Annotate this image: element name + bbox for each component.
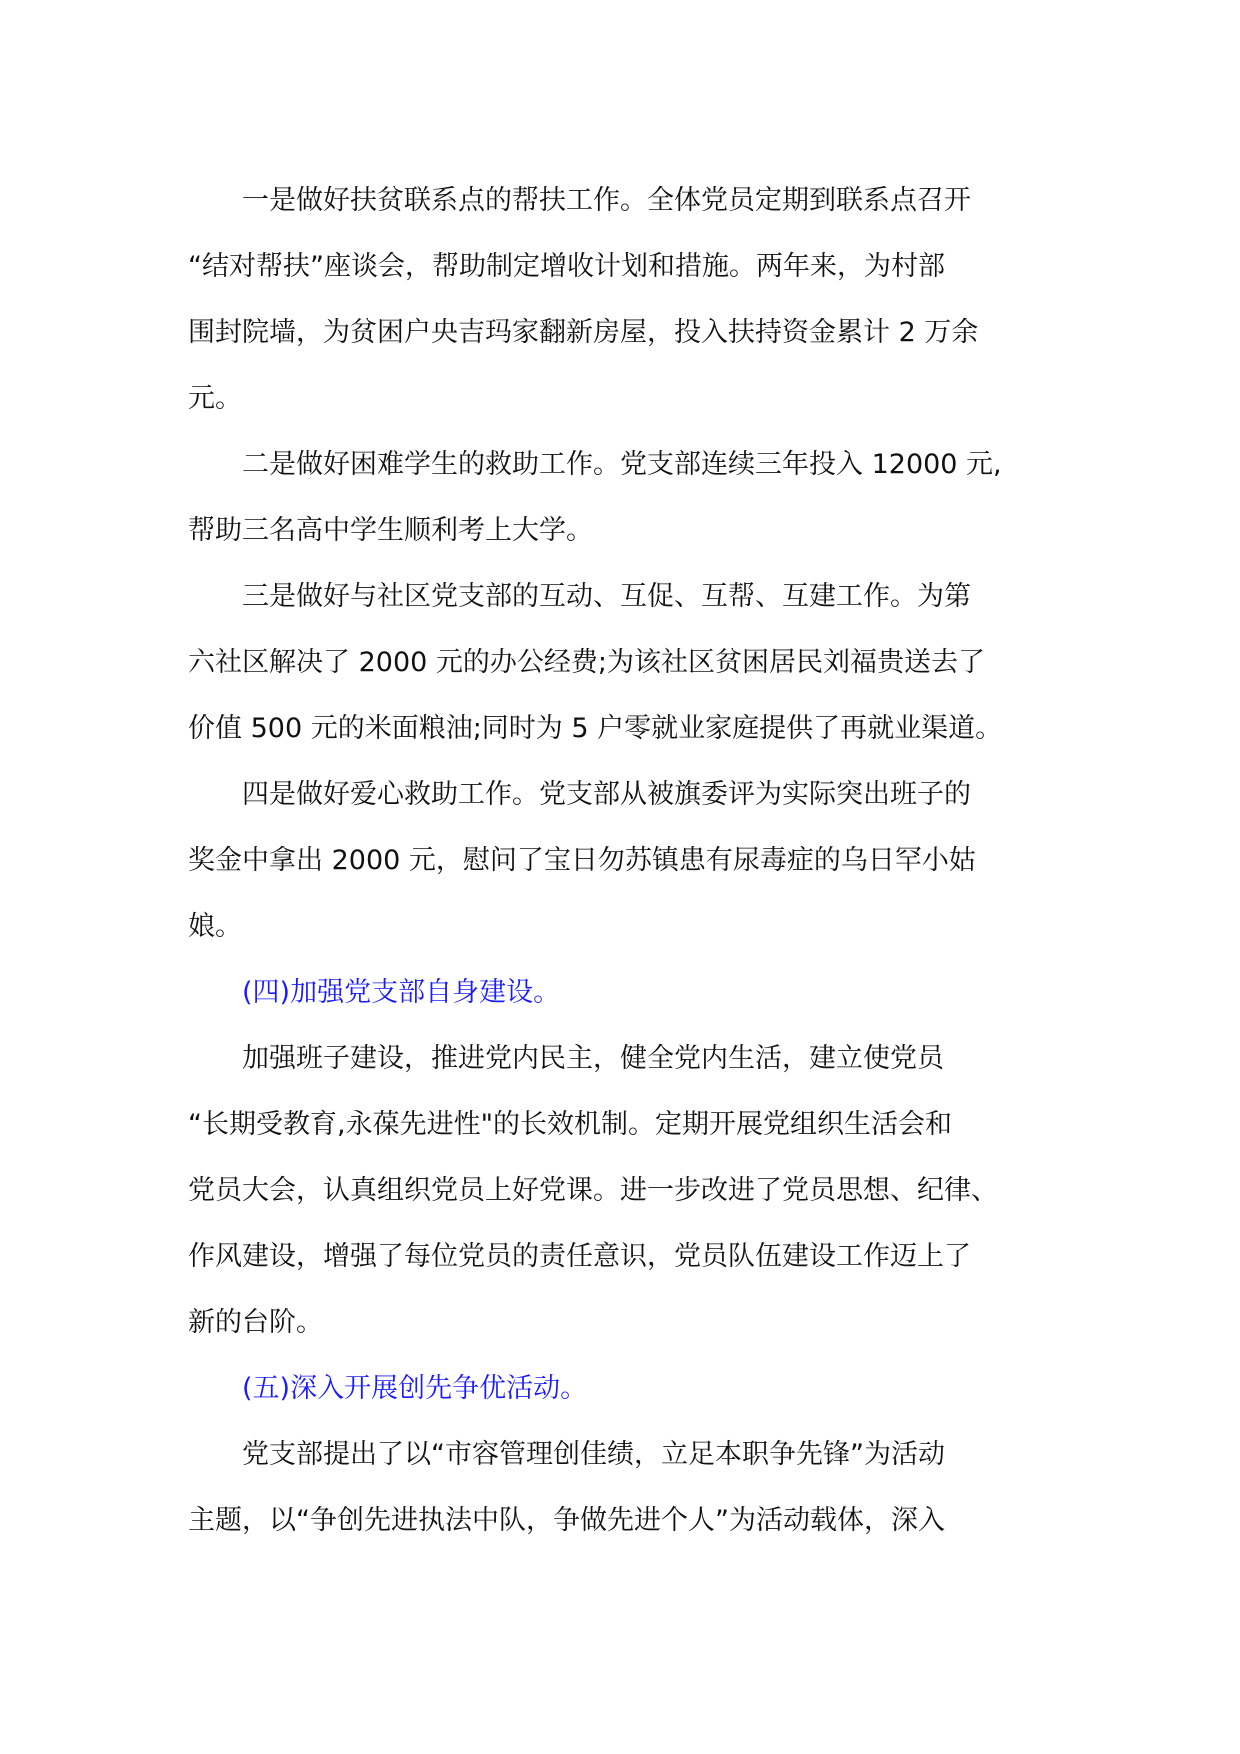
document-body — [188, 168, 1068, 1554]
text-line: 主题，以“争创先进执法中队，争做先进个人”为活动载体，深入 — [188, 1505, 945, 1536]
text-line: 二是做好困难学生的救助工作。党支部连续三年投入 12000 元, — [242, 449, 1002, 480]
text-line: 奖金中拿出 2000 元，慰问了宝日勿苏镇患有尿毒症的乌日罕小姑 — [188, 845, 976, 876]
text-line: “长期受教育,永葆先进性"的长效机制。定期开展党组织生活会和 — [188, 1109, 952, 1140]
paragraph-student-aid — [188, 432, 1068, 564]
text-line: 娘。 — [188, 911, 242, 942]
text-line: 六社区解决了 2000 元的办公经费;为该社区贫困居民刘福贵送去了 — [188, 647, 985, 678]
heading-text: (五)深入开展创先争优活动。 — [242, 1373, 588, 1404]
paragraph-excellence-campaign — [188, 1422, 1068, 1554]
text-line: “结对帮扶”座谈会，帮助制定增收计划和措施。两年来，为村部 — [188, 251, 945, 282]
section-heading-4 — [188, 960, 1068, 1026]
section-heading-5 — [188, 1356, 1068, 1422]
text-line: 新的台阶。 — [188, 1307, 323, 1338]
text-line: 四是做好爱心救助工作。党支部从被旗委评为实际突出班子的 — [242, 779, 971, 810]
paragraph-charity-aid — [188, 762, 1068, 960]
paragraph-poverty-assistance — [188, 168, 1068, 432]
text-line: 三是做好与社区党支部的互动、互促、互帮、互建工作。为第 — [242, 581, 971, 612]
text-line: 加强班子建设，推进党内民主，健全党内生活，建立使党员 — [242, 1043, 944, 1074]
text-line: 价值 500 元的米面粮油;同时为 5 户零就业家庭提供了再就业渠道。 — [188, 713, 1003, 744]
text-line: 党支部提出了以“市容管理创佳绩，立足本职争先锋”为活动 — [242, 1439, 945, 1470]
paragraph-branch-building — [188, 1026, 1068, 1356]
heading-text: (四)加强党支部自身建设。 — [242, 977, 561, 1008]
text-line: 作风建设，增强了每位党员的责任意识，党员队伍建设工作迈上了 — [188, 1241, 971, 1272]
paragraph-community-cooperation — [188, 564, 1068, 762]
text-line: 围封院墙，为贫困户央吉玛家翻新房屋，投入扶持资金累计 2 万余 — [188, 317, 979, 348]
text-line: 元。 — [188, 383, 242, 414]
text-line: 党员大会，认真组织党员上好党课。进一步改进了党员思想、纪律、 — [188, 1175, 998, 1206]
text-line: 一是做好扶贫联系点的帮扶工作。全体党员定期到联系点召开 — [242, 185, 971, 216]
text-line: 帮助三名高中学生顺利考上大学。 — [188, 515, 593, 546]
